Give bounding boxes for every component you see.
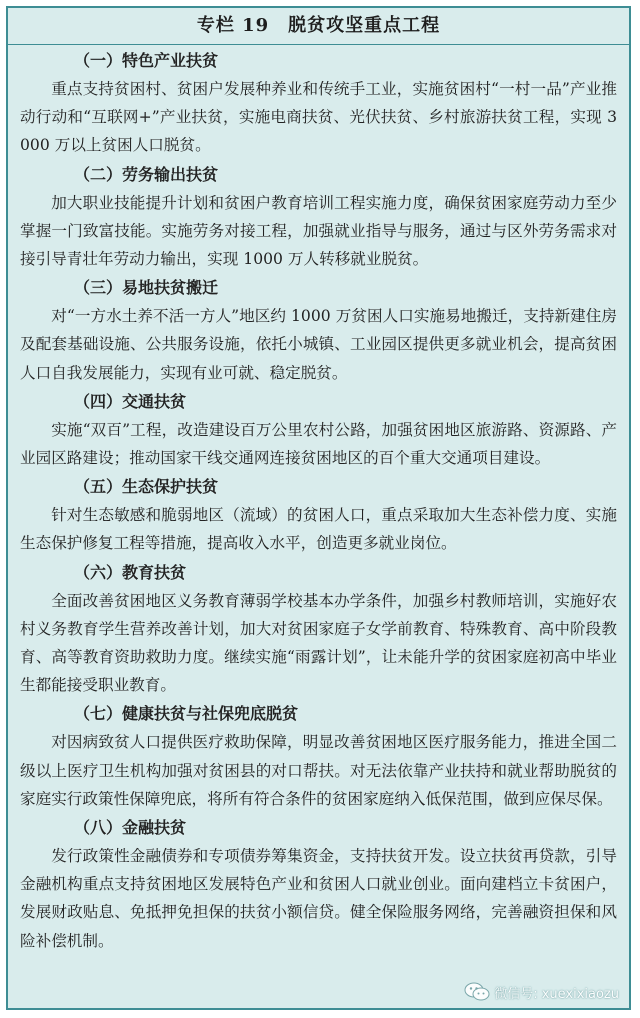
section-heading: （一）特色产业扶贫 (74, 51, 219, 70)
section-4 (20, 388, 617, 472)
section-heading: （三）易地扶贫搬迁 (74, 278, 219, 298)
wechat-watermark (464, 982, 619, 1002)
section-heading: （五）生态保护扶贫 (74, 477, 219, 497)
section-heading: （四）交通扶贫 (74, 391, 187, 411)
section-text: 加大职业技能提升计划和贫困户教育培训工程实施力度，确保贫困家庭劳动力至少掌握一门致富技能。实施劳务对接工程，加强就业指导与服务，通过与区外劳务需求对接引导青壮年劳动力输出，实现 1000 万人转移就业脱贫。 (20, 193, 617, 269)
section-2 (20, 161, 617, 274)
section-heading: （七）健康扶贫与社保兜底脱贫 (74, 704, 299, 724)
section-text: 针对生态敏感和脆弱地区（流域）的贫困人口，重点采取加大生态补偿力度、实施生态保护修复工程等措施，提高收入水平，创造更多就业岗位。 (20, 506, 617, 553)
section-heading: （二）劳务输出扶贫 (74, 164, 219, 184)
section-text: 实施“双百”工程，改造建设百万公里农村公路，加强贫困地区旅游路、资源路、产业园区路建设；推动国家干线交通网连接贫困地区的百个重大交通项目建设。 (20, 420, 617, 468)
section-8 (20, 814, 617, 955)
section-heading: （八）金融扶贫 (74, 818, 187, 838)
section-text: 重点支持贫困村、贫困户发展种养业和传统手工业，实施贫困村“一村一品”产业推动行动和“互联网+”产业扶贫，实施电商扶贫、光伏扶贫、乡村旅游扶贫工程，实现 3000 万以上贫困人口脱贫。 (20, 80, 617, 155)
wechat-icon (464, 982, 490, 1002)
section-6 (20, 559, 617, 700)
section-text: 对“一方水土养不活一方人”地区约 1000 万贫困人口实施易地搬迁，支持新建住房及配套基础设施、公共服务设施，依托小城镇、工业园区提供更多就业机会，提高贫困人口自我发展能力，实现有业可就、稳定脱贫。 (20, 307, 617, 382)
box-title: 专栏 19 脱贫攻坚重点工程 (8, 8, 629, 45)
section-text: 发行政策性金融债券和专项债券筹集资金，支持扶贫开发。设立扶贫再贷款，引导金融机构重点支持贫困地区发展特色产业和贫困人口就业创业。面向建档立卡贫困户，发展财政贴息、免抵押免担保的扶贫小额信贷。健全保险服务网络，完善融资担保和风险补偿机制。 (20, 847, 617, 950)
section-1 (20, 47, 617, 160)
section-heading: （六）教育扶贫 (74, 562, 187, 582)
watermark-text: 微信号: xuexixiaozu (494, 986, 619, 1002)
section-text: 全面改善贫困地区义务教育薄弱学校基本办学条件，加强乡村教师培训，实施好农村义务教育学生营养改善计划，加大对贫困家庭子女学前教育、特殊教育、高中阶段教育、高等教育资助救助力度。继续实施“雨露计划”，让未能升学的贫困家庭初高中毕业生都能接受职业教育。 (20, 591, 617, 695)
section-text: 对因病致贫人口提供医疗救助保障，明显改善贫困地区医疗服务能力，推进全国二级以上医疗卫生机构加强对贫困县的对口帮扶。对无法依靠产业扶持和就业帮助脱贫的家庭实行政策性保障兜底，将所有符合条件的贫困家庭纳入低保范围，做到应保尽保。 (20, 733, 617, 808)
feature-box (6, 6, 631, 1010)
section-5 (20, 473, 617, 557)
section-3 (20, 274, 617, 387)
box-content (8, 45, 629, 955)
section-7 (20, 700, 617, 813)
